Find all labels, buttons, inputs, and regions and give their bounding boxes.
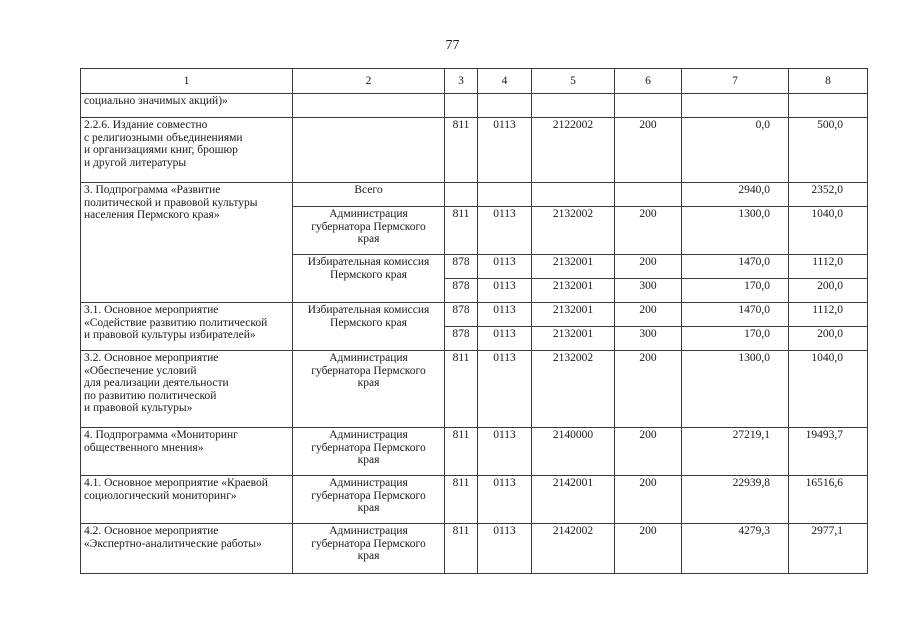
- page-number: 77: [445, 38, 460, 53]
- row-target-article: 2132002: [532, 351, 615, 428]
- row-ministry-code: 811: [445, 207, 478, 255]
- table-row: [81, 118, 868, 183]
- table-row: [81, 524, 868, 574]
- row-ministry-code: 878: [445, 255, 478, 279]
- row-amount-col7: 2940,0: [682, 183, 789, 207]
- row-name: 3.2. Основное мероприятие «Обеспечение условий для реализации деятельности по развитию политической и правовой культуры»: [81, 351, 293, 428]
- row-organization: [293, 94, 445, 118]
- column-number-8: 8: [789, 69, 868, 94]
- table-row: [81, 183, 868, 207]
- row-amount-col8: [789, 94, 868, 118]
- row-ministry-code: 811: [445, 428, 478, 476]
- row-expense-type: 200: [615, 476, 682, 524]
- row-expense-type: 200: [615, 524, 682, 574]
- column-number-3: 3: [445, 69, 478, 94]
- table-row: [81, 303, 868, 327]
- row-target-article: 2142002: [532, 524, 615, 574]
- row-organization: Избирательная комиссия Пермского края: [293, 303, 445, 351]
- row-organization: Администрация губернатора Пермского края: [293, 428, 445, 476]
- row-amount-col7: 170,0: [682, 279, 789, 303]
- row-section-code: [478, 94, 532, 118]
- table-row: [81, 94, 868, 118]
- row-ministry-code: 878: [445, 303, 478, 327]
- row-amount-col7: [682, 94, 789, 118]
- budget-table: [80, 68, 868, 574]
- row-amount-col8: 1112,0: [789, 303, 868, 327]
- row-section-code: 0113: [478, 255, 532, 279]
- row-name: 4.2. Основное мероприятие «Экспертно-аналитические работы»: [81, 524, 293, 574]
- row-amount-col8: 1040,0: [789, 207, 868, 255]
- row-amount-col8: 200,0: [789, 279, 868, 303]
- row-section-code: 0113: [478, 428, 532, 476]
- row-target-article: 2132002: [532, 207, 615, 255]
- row-expense-type: 200: [615, 351, 682, 428]
- row-target-article: 2132001: [532, 279, 615, 303]
- row-section-code: [478, 183, 532, 207]
- column-number-header-row: [81, 69, 868, 94]
- row-ministry-code: [445, 94, 478, 118]
- row-organization: Избирательная комиссия Пермского края: [293, 255, 445, 303]
- column-number-2: 2: [293, 69, 445, 94]
- row-target-article: 2132001: [532, 303, 615, 327]
- row-amount-col8: 1112,0: [789, 255, 868, 279]
- row-amount-col8: 200,0: [789, 327, 868, 351]
- row-organization: Администрация губернатора Пермского края: [293, 476, 445, 524]
- column-number-7: 7: [682, 69, 789, 94]
- row-section-code: 0113: [478, 118, 532, 183]
- row-target-article: 2140000: [532, 428, 615, 476]
- table-row: [81, 476, 868, 524]
- row-amount-col7: 0,0: [682, 118, 789, 183]
- row-section-code: 0113: [478, 303, 532, 327]
- row-amount-col8: 1040,0: [789, 351, 868, 428]
- row-section-code: 0113: [478, 351, 532, 428]
- row-organization: Всего: [293, 183, 445, 207]
- row-section-code: 0113: [478, 476, 532, 524]
- row-target-article: [532, 183, 615, 207]
- row-expense-type: 200: [615, 428, 682, 476]
- row-ministry-code: 811: [445, 524, 478, 574]
- row-expense-type: 200: [615, 207, 682, 255]
- row-target-article: 2132001: [532, 255, 615, 279]
- row-amount-col8: 16516,6: [789, 476, 868, 524]
- row-amount-col8: 19493,7: [789, 428, 868, 476]
- row-section-code: 0113: [478, 279, 532, 303]
- row-organization: Администрация губернатора Пермского края: [293, 207, 445, 255]
- row-name: социально значимых акций)»: [81, 94, 293, 118]
- row-ministry-code: 811: [445, 476, 478, 524]
- column-number-6: 6: [615, 69, 682, 94]
- row-ministry-code: 811: [445, 118, 478, 183]
- row-organization: Администрация губернатора Пермского края: [293, 351, 445, 428]
- row-amount-col7: 4279,3: [682, 524, 789, 574]
- row-ministry-code: 878: [445, 279, 478, 303]
- row-amount-col7: 1300,0: [682, 351, 789, 428]
- row-ministry-code: 811: [445, 351, 478, 428]
- row-expense-type: 200: [615, 118, 682, 183]
- row-expense-type: 200: [615, 255, 682, 279]
- row-target-article: 2132001: [532, 327, 615, 351]
- row-amount-col8: 2352,0: [789, 183, 868, 207]
- row-expense-type: [615, 94, 682, 118]
- row-amount-col7: 170,0: [682, 327, 789, 351]
- row-organization: [293, 118, 445, 183]
- row-amount-col8: 2977,1: [789, 524, 868, 574]
- column-number-1: 1: [81, 69, 293, 94]
- row-ministry-code: 878: [445, 327, 478, 351]
- row-ministry-code: [445, 183, 478, 207]
- row-amount-col8: 500,0: [789, 118, 868, 183]
- row-expense-type: [615, 183, 682, 207]
- column-number-4: 4: [478, 69, 532, 94]
- row-name: 3. Подпрограмма «Развитие политической и правовой культуры населения Пермского края»: [81, 183, 293, 303]
- row-section-code: 0113: [478, 524, 532, 574]
- row-organization: Администрация губернатора Пермского края: [293, 524, 445, 574]
- row-expense-type: 200: [615, 303, 682, 327]
- row-name: 2.2.6. Издание совместно с религиозными объединениями и организациями книг, брошюр и другой литературы: [81, 118, 293, 183]
- table-row: [81, 428, 868, 476]
- row-target-article: 2122002: [532, 118, 615, 183]
- table-row: [81, 351, 868, 428]
- row-expense-type: 300: [615, 279, 682, 303]
- row-expense-type: 300: [615, 327, 682, 351]
- row-amount-col7: 1470,0: [682, 255, 789, 279]
- row-name: 4. Подпрограмма «Мониторинг общественного мнения»: [81, 428, 293, 476]
- row-target-article: [532, 94, 615, 118]
- row-target-article: 2142001: [532, 476, 615, 524]
- row-amount-col7: 1300,0: [682, 207, 789, 255]
- column-number-5: 5: [532, 69, 615, 94]
- row-amount-col7: 1470,0: [682, 303, 789, 327]
- row-amount-col7: 27219,1: [682, 428, 789, 476]
- row-name: 4.1. Основное мероприятие «Краевой социологический мониторинг»: [81, 476, 293, 524]
- row-name: 3.1. Основное мероприятие «Содействие развитию политической и правовой культуры избирателей»: [81, 303, 293, 351]
- row-amount-col7: 22939,8: [682, 476, 789, 524]
- row-section-code: 0113: [478, 207, 532, 255]
- row-section-code: 0113: [478, 327, 532, 351]
